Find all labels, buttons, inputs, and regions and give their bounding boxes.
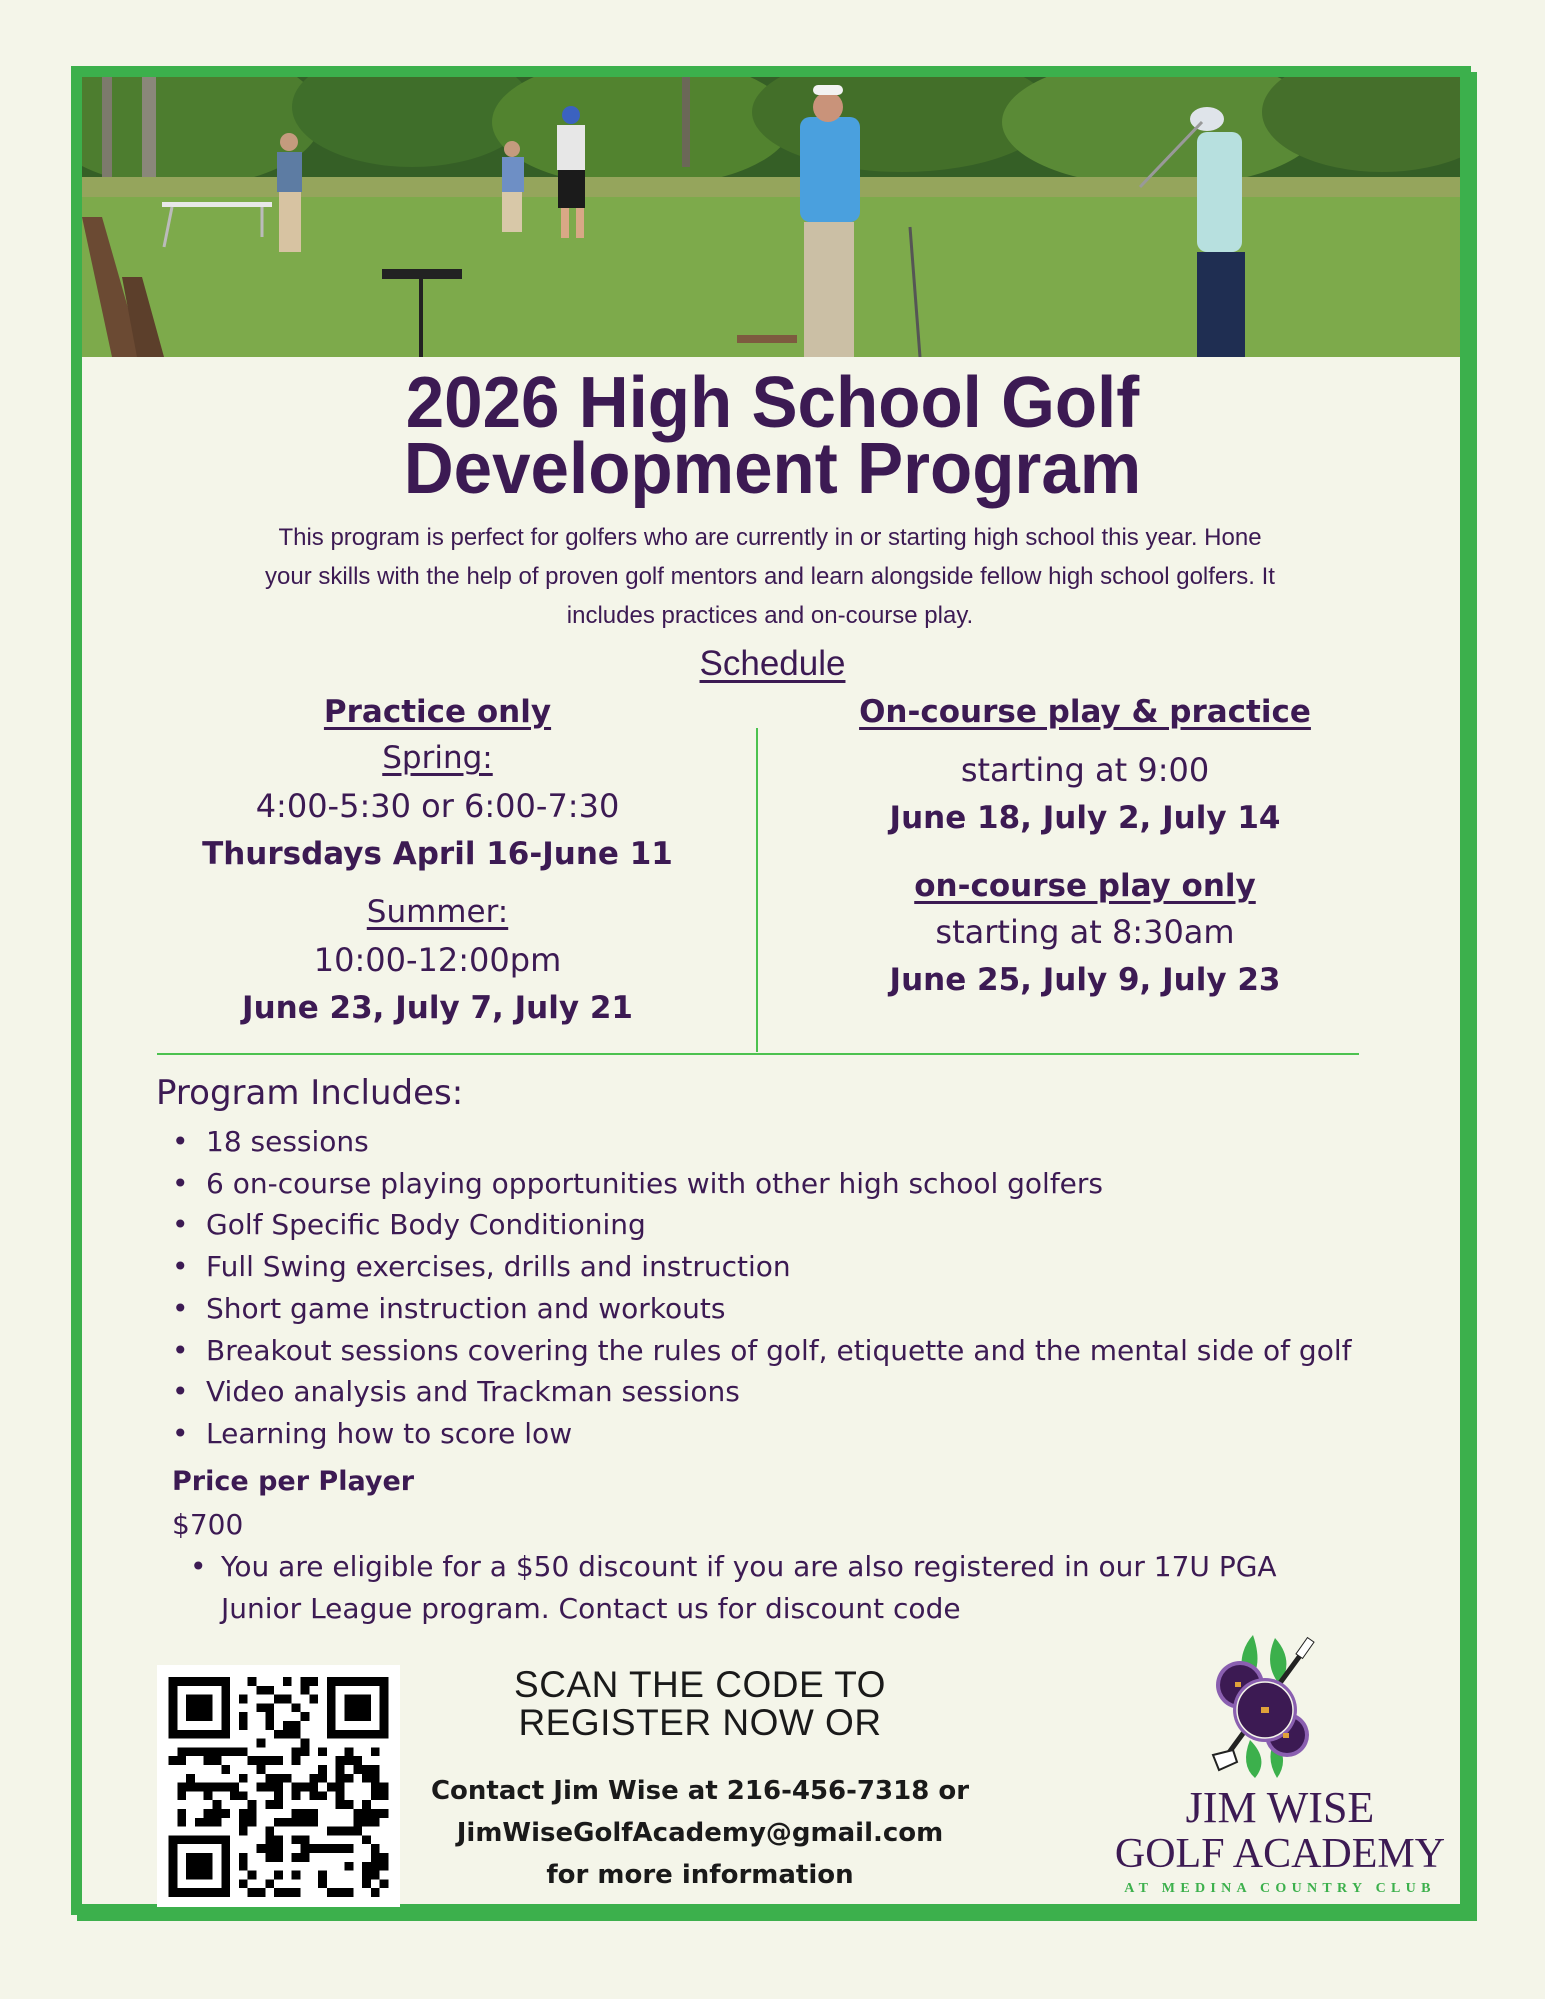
discount-line-1: You are eligible for a $50 discount if you are also registered in our 17U PGA [221, 1550, 1277, 1583]
summer-label: Summer: [366, 894, 509, 930]
academy-logo [1100, 1625, 1460, 1905]
list-item: • Video analysis and Trackman sessions [163, 1371, 1351, 1413]
practice-only-heading: Practice only [323, 694, 552, 730]
price-heading: Price per Player [172, 1466, 415, 1497]
list-item: • Breakout sessions covering the rules of golf, etiquette and the mental side of golf [163, 1330, 1351, 1372]
list-item: • 6 on-course playing opportunities with other high school golfers [163, 1163, 1351, 1205]
on-course-only-time: starting at 8:30am [935, 913, 1235, 951]
contact-more-info: for more information [546, 1860, 854, 1890]
contact-phone-line: Contact Jim Wise at 216-456-7318 or [430, 1776, 970, 1806]
spring-label: Spring: [382, 740, 493, 776]
list-item: • Golf Specific Body Conditioning [163, 1204, 1351, 1246]
on-course-only-dates: June 25, July 9, July 23 [889, 962, 1281, 998]
list-item: • Short game instruction and workouts [163, 1288, 1351, 1330]
scan-instructions [430, 1666, 970, 1742]
registration-qr-code[interactable] [157, 1665, 400, 1907]
summer-dates: June 23, July 7, July 21 [242, 990, 633, 1026]
list-item: • 18 sessions [163, 1121, 1351, 1163]
spring-dates: Thursdays April 16-June 11 [202, 836, 673, 872]
title-line-1: 2026 High School Golf [405, 363, 1140, 443]
schedule-heading: Schedule [699, 644, 846, 683]
logo-name: JIM WISE [1185, 1783, 1375, 1832]
discount-line-2: Junior League program. Contact us for discount code [221, 1592, 961, 1625]
qr-code-icon [166, 1677, 391, 1897]
spring-times: 4:00-5:30 or 6:00-7:30 [255, 787, 620, 825]
bullet-icon: • [190, 1550, 207, 1583]
page-title [0, 363, 1545, 509]
on-course-practice-heading: On-course play & practice [859, 694, 1311, 730]
on-course-only-heading: on-course play only [914, 868, 1256, 904]
list-item: • Full Swing exercises, drills and instruction [163, 1246, 1351, 1288]
logo-academy: GOLF ACADEMY [1114, 1831, 1446, 1877]
practice-only-column [150, 690, 725, 1032]
intro-line-3: includes practices and on-course play. [566, 602, 974, 629]
intro-line-1: This program is perfect for golfers who are currently in or starting high school this year. Hone [278, 524, 1262, 551]
intro-line-2: your skills with the help of proven golf mentors and learn alongside fellow high school golfers. It [265, 563, 1275, 590]
list-item: • Learning how to score low [163, 1413, 1351, 1455]
scan-line-2: REGISTER NOW OR [518, 1702, 882, 1743]
section-divider [157, 1053, 1359, 1055]
on-course-column [780, 690, 1390, 1004]
logo-location: AT MEDINA COUNTRY CLUB [1124, 1881, 1436, 1896]
title-line-2: Development Program [403, 429, 1142, 509]
intro-paragraph [160, 518, 1380, 635]
contact-email-link[interactable]: JimWiseGolfAcademy@gmail.com [456, 1818, 944, 1848]
on-course-practice-time: starting at 9:00 [960, 751, 1210, 789]
price-value: $700 [172, 1508, 244, 1541]
program-includes-heading: Program Includes: [156, 1073, 464, 1113]
discount-note [185, 1546, 1421, 1630]
program-includes-list [163, 1121, 1351, 1455]
golf-range-illustration [82, 77, 1460, 357]
header-photo [82, 77, 1460, 357]
schedule-column-divider [756, 728, 758, 1052]
violet-golf-club-icon [1195, 1630, 1335, 1780]
on-course-practice-dates: June 18, July 2, July 14 [889, 800, 1281, 836]
summer-times: 10:00-12:00pm [313, 941, 562, 979]
contact-info [410, 1770, 990, 1896]
scan-line-1: SCAN THE CODE TO [514, 1664, 886, 1705]
